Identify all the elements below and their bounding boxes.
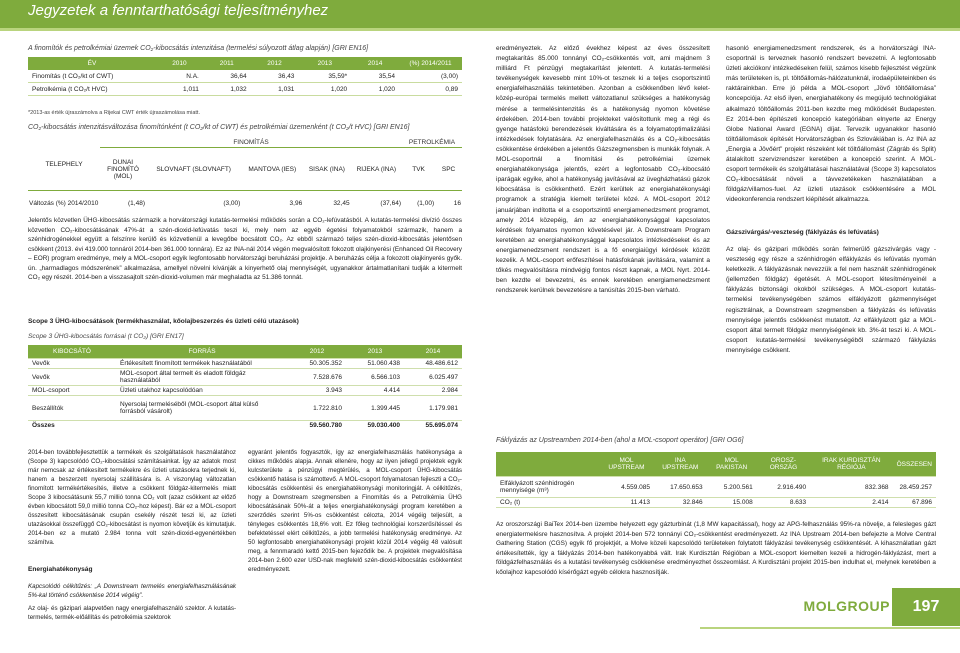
cell: N.A. — [156, 70, 203, 83]
cell: MOL-csoport — [28, 386, 116, 396]
col-2012: 2012 — [251, 57, 299, 70]
row-label: CO₂ (t) — [496, 498, 599, 508]
cell: 32.846 — [654, 498, 707, 508]
cell: 59.030.400 — [346, 421, 404, 431]
col-2014: 2014 — [404, 345, 462, 359]
upstream-paragraph: Az oroszországi BaiTex 2014-ben üzembe helyezett egy gázturbinát (1,8 MW kapacitással), hogy az APG-felhasználás 95%-ra növelje, a felesleges gázt energiatermelésre hasznosítva. A projekt 2014-ben 572 tonnányi CO₂-csökkentést eredményezett. Az INA Upstream 2014-ben befejezte a Molve Central Gathering Station (CGS) egyik fő projektjét, a Molve közeli kapcsolódó területeken folytatott fáklyázási tevékenység csökkentését. A kihasználatlan gázt értékesítették, így a fáklyázás 2014-ben hatékonyabbá vált. Irak Kurdisztán Régióban a MOL-csoport kiemelten kezeli a hidrogén-fáklyázást, mert a földgázfelhasználás és a kutatási tevékenység csökkenése eredményezhet összeomlást. A Kurdisztáni projekt 2015-ben indulhat el, melynek keretében a kőolajhoz kapcsolódó kísérőgázt egyéb célokra hasznosítják. — [496, 521, 936, 576]
col-ina-upstream: INA UPSTREAM — [654, 452, 707, 477]
scope3-table — [28, 345, 462, 430]
energy-management-paragraph: eredményeztek. Az előző évekhez képest az éves összesített megtakarítás 85.000 tonnányi CO₂-csökkentés volt, ami majdnem 3 milliárd Ft pénzügyi megtakarítást jelentett. A kutatás-termelési tevékenységek kevesebb mint 10%-ot tesznek ki a teljes csoportszintű energiafelhasználás tekintetében. Azonban a csökkenőben lévő kelet-közép-európai termelés mellett változatlanul szükséges a hatékonyság mérése a termelésintenzitás és a hatékonyság nyomon követése érdekében. 2014-ben további projekteket valósítottunk meg a régi és gyenge hatásfokú berendezések kiváltására és a folyamatoptimalizálási intézkedések folytatására. Az energiafelhasználás és a CO₂-kibocsátás csökkentése érdekében a jelentős Gázszegmensben is munkák folynak. A MOL-csoportnál a finomítási és petrolkémiai üzemek energiahatékonysága jelentős, ezért a legfontosabb CO₂-kibocsátó iparágak egyike, ahol a hatékonyság javításával az üvegházhatású gázok kibocsátása is csökkenthető. Ezért kerültek az energiahatékonysági programok a stratégia kiemelt területei közé. A MOL-csoport 2012 januárjában indította el a csoportszintű energiamenedzsment programot, amely 2014 közepéig, ám az energiahatékonysággal kapcsolatos kérdések folyamatos nyomon követésével jár. A Downstream Program keretében az energiahatékonysággal kapcsolatos intézkedéseket és az energiamenedzsment rendszert is a fő energiaiügyi kérdések között kezelik. A MOL-csoport erőfeszítései hatásfokának javítására, valamint a tőkés megvalósításra mindvégig fontos részt kapnak, a MOL Nyrt. 2014-ben kezdte el bevezetni, és ennek keretében energiamenedzsment rendszerek kerülnek bevezetésre a tanúsítás 2015-ben várható. — [496, 45, 710, 295]
table-row — [496, 477, 936, 498]
table-row — [496, 498, 936, 508]
cell: (1,48) — [128, 199, 145, 207]
flaring-header — [496, 452, 936, 477]
cell: 1,032 — [203, 83, 251, 96]
col-dunai: DUNAI FINOMÍTÓ (MOL) — [100, 148, 146, 191]
col-tvk: TVK — [402, 148, 435, 191]
table-row — [28, 70, 462, 83]
cell: 32,45 — [333, 199, 350, 207]
cell: 35,54 — [351, 70, 399, 83]
total-label: Összes — [28, 421, 288, 431]
cell: Üzleti utakhoz kapcsolódóan — [116, 386, 288, 396]
energy-paragraph-2: egyaránt jelentős fogyasztók, így az energiafelhasználás hatékonysága a cikkes működés alapja. Annak ellenére, hogy az ilyen jellegű projektek egyik kulcsterülete a pénzügyi megtérülés, a MOL-csoport ÜHG-kibocsátás csökkentő hatása is számottevő. A MOL-csoport folyamatosan fejleszti a CO₂-kibocsátás csökkentési és energiahatékonysági monitoringját. A célkitűzés, hogy a Downstream szegmensben a Finomítás és a Petrolkémia ÜHG kibocsátásának 50%-át a teljes energiahatékonysági program keretében a szerződés szerint 5%-os csökkentést célozta, 2014 végéig teljesült, a tényleges csökkentés 18,6% volt. Ez főleg technológiai korszerűsítéssel és befektetéssel elért célkitűzés, a jobb termelési hatékonyság eredménye. Az 50 legfontosabb energiahatékonysági projekt közül 2014 végéig 48 valósult meg, a fennmaradó kettő 2015-ben fejeződik be. A projektek megvalósítása 2014-ben 2.600 ezer USD-nak megfelelő szén-dioxid-kibocsátás csökkentést eredményezett. — [248, 449, 462, 573]
cell: 3.943 — [288, 386, 346, 396]
cell: 36,43 — [251, 70, 299, 83]
energy-quote: Kapcsolódó célkitűzés: „A Downstream termelés energiafelhasználásának 5%-kal történő csökkentése 2014 végéig”. — [28, 583, 236, 599]
intensity-table-header — [28, 57, 462, 70]
col-2014: 2014 — [351, 57, 399, 70]
col-2010: 2010 — [156, 57, 203, 70]
cell: 2.414 — [810, 498, 892, 508]
molgroup-logo: MOLGROUP — [803, 598, 890, 614]
cell: 1.722.810 — [288, 396, 346, 421]
cell: 67.896 — [893, 498, 936, 508]
cell: 1,020 — [351, 83, 399, 96]
table-row — [28, 359, 462, 369]
cell: 4.414 — [346, 386, 404, 396]
cell: 15.008 — [707, 498, 757, 508]
gas-title: Gázszivárgás/-veszteség (fáklyázás és lefúvatás) — [726, 229, 879, 236]
row-label: Elfáklyázott szénhidrogén mennyisége (m³) — [496, 477, 599, 498]
cell: 1,020 — [298, 83, 351, 96]
filling-station-paragraph: hasonló energiamenedzsment rendszerek, és a horvátországi INA-csoportnál is terveznek hasonló rendszert bevezetni. A legfontosabb üzleti akciókon/ intézkedéseken felül, számos kisebb fejlesztést végzünk más területeken is, pl. töltőállomás-hálózatunknál, irodaépületeinkben és raktárainkban. Erre jó példa a MOL-csoport „Jövő töltőállomása” koncepciója. Az első ilyen, energiahatékony és megújuló technológiákat alkalmazó töltőállomás 2011-ben kezdte meg működését Budapesten. Ez 2014-ben építészeti koncepció kategóriában elnyerte az Energy Globe National Award (EGNA) díjat. Tervezik ugyanakkor hasonló töltőállomások építését Horvátországban és Szlovákiában is. Az INA az „Energia a Jövőért” projekt részeként két töltőállomást (Zágráb és Split) átalakított szervizrendszer keretében a koncepció szerint. A MOL-csoport termékeik és szolgáltatásai használatával (Scope 3) kapcsolatos CO₂-kibocsátását növeli a távvezetékeken használatában a földgáz/villamos-fuel. Az üzleti utazások csökkentésére a MOL videokonferencia rendszert kiépítését alkalmazza. — [726, 45, 936, 204]
energy-paragraph: Az olaj- és gázipari alapvetően nagy energiafelhasználó szektor. A kutatás-termelés, termék-előállítás és petrolkémia szektorok — [28, 605, 236, 621]
intensity-table-caption: A finomítók és petrolkémiai üzemek CO₂-kibocsátás intenzitása (termelési súlyozott átlag alapján) [GRI EN16] — [28, 45, 369, 52]
cell: 55.695.074 — [404, 421, 462, 431]
cell: 50.305.352 — [288, 359, 346, 369]
cell: 5.200.561 — [707, 477, 757, 498]
col-2013: 2013 — [346, 345, 404, 359]
cell: 4.559.085 — [599, 477, 654, 498]
energy-title: Energiahatékonyság — [28, 566, 93, 573]
col-2012: 2012 — [288, 345, 346, 359]
table-row — [28, 369, 462, 386]
table-row — [28, 191, 462, 216]
col-change: (%) 2014/2011 — [399, 57, 462, 70]
cell: 832.368 — [810, 477, 892, 498]
col-total: ÖSSZESEN — [893, 452, 936, 477]
cell: 17.650.653 — [654, 477, 707, 498]
col-2011: 2011 — [203, 57, 251, 70]
col-emitter: KIBOCSÁTÓ — [28, 345, 116, 359]
col-site: TELEPHELY — [28, 138, 100, 191]
scope3-header — [28, 345, 462, 359]
cell: 35,59* — [298, 70, 351, 83]
page-number: 197 — [892, 588, 960, 626]
table-note: *2013-as érték újraszámolva a Rijekai CWT érték újraszámolása miatt. — [28, 110, 200, 116]
cell: 36,64 — [203, 70, 251, 83]
cell: 28.459.257 — [893, 477, 936, 498]
cell: 59.560.780 — [288, 421, 346, 431]
cell: Beszállítók — [28, 396, 116, 421]
group-refining: FINOMÍTÁS — [100, 138, 402, 148]
scope3-caption: Scope 3 ÜHG-kibocsátás forrásai (t CO₂) [GRI EN17] — [28, 333, 184, 340]
cell: 1,011 — [156, 83, 203, 96]
footer-line — [700, 627, 960, 629]
col-blank — [496, 452, 599, 477]
cell: (1,00) — [417, 199, 435, 207]
table-row — [28, 83, 462, 96]
col-2013: 2013 — [298, 57, 351, 70]
cell: (3,00) — [223, 199, 241, 207]
flaring-paragraph: Az olaj- és gázipari működés során felmerülő gázszivárgás vagy -veszteség egy része a szénhidrogén elfáklyázás és lefúvatás nyomán keletkezik. A fáklyázásnak nevezzük a fel nem használt szénhidrogének (jellemzően földgáz) égetését. A MOL-csoport létesítményeinél a fáklyázás biztonsági okokból szükséges. A MOL-csoport kutatás-termelési tevékenységében számos elfáklyázott gázmennyiséget regisztrálnak, a Downstream szegmensben a fáklyázás és lefúvatás mennyisége jelentős csökkenést mutatott. Az elfáklyázott gáz a MOL-csoport által termelt földgáz mennyiségének kb. 3%-át teszi ki. A MOL-csoport kutatás-termelési tevékenységéből származó fáklyázás mennyisége csökkent. — [726, 246, 936, 354]
header-underline — [0, 28, 960, 31]
row-label: Változás (%) 2014/2010 — [29, 199, 99, 207]
scope3-paragraph: 2014-ben továbbfejlesztettük a termékek és szolgáltatások használatához (Scope 3) kapcsolódó CO₂-kibocsátási számításainkat. Így az adatok most már nemcsak az értékesített termékekre és üzleti utazásokra terjednek ki, hanem a beszerzett nyersolaj szállítására is. A viszonylag változatlan finomított termékértékesítés, illetve a csökkent földgáz-kitermelés miatt Scope 3 kibocsátásunk 55,7 millió tonna CO₂ volt (azaz csökkent az előző évben kibocsátott 59,0 millió tonna CO₂-hoz képest). Bár ez a MOL-csoport összesített kibocsátásának csupán csekély részét teszi ki, az üzleti utazásokkal összefüggő CO₂-kibocsátást is nyomon követjük és kimutatjuk. 2014-ben ez a mutató 2.984 tonna volt szén-dioxid-egyenértékben számítva. — [28, 449, 236, 546]
cell: MOL-csoport által termelt és eladott földgáz használatából — [116, 369, 288, 386]
cell: Nyersolaj termeléséből (MOL-csoport által külső forrásból vásárolt) — [116, 396, 288, 421]
cell: 48.486.612 — [404, 359, 462, 369]
col-sisak: SISAK (INA) — [303, 148, 350, 191]
cell: 0,89 — [399, 83, 462, 96]
col-slovnaft: SLOVNAFT (SLOVNAFT) — [146, 148, 241, 191]
site-change-table — [28, 138, 462, 215]
cell: 6.025.497 — [404, 369, 462, 386]
cell: (37,64) — [380, 199, 402, 207]
cell: 2.916.490 — [757, 477, 810, 498]
col-mol-pakistan: MOL PAKISTAN — [707, 452, 757, 477]
col-rijeka: RIJEKA (INA) — [351, 148, 402, 191]
site-table-group-row — [28, 138, 462, 148]
flaring-table-caption: Fáklyázás az Upstreamben 2014-ben (ahol a MOL-csoport operátor) [GRI OG6] — [496, 437, 744, 444]
col-year: ÉV — [28, 57, 156, 70]
cell: 6.566.103 — [346, 369, 404, 386]
cell: Vevők — [28, 369, 116, 386]
cell: (3,00) — [399, 70, 462, 83]
col-mantova: MANTOVA (IES) — [241, 148, 303, 191]
col-source: FORRÁS — [116, 345, 288, 359]
row-label: Petrolkémia (t CO₂/t HVC) — [28, 83, 156, 96]
intensity-table — [28, 57, 462, 96]
cell: 1,031 — [251, 83, 299, 96]
col-spc: SPC — [435, 148, 462, 191]
scope3-title: Scope 3 ÜHG-kibocsátások (termékhasználat, kőolajbeszerzés és üzleti célú utazások) — [28, 318, 299, 325]
table-row — [28, 386, 462, 396]
cell: 1.179.981 — [404, 396, 462, 421]
page-title: Jegyzetek a fenntarthatósági teljesítményhez — [28, 2, 329, 19]
site-table-caption: CO₂-kibocsátás intenzitásváltozása finomítónként (t CO₂/kt of CWT) és petrolkémiai üzemenként (t CO₂/t HVC) [GRI EN16] — [28, 124, 410, 131]
cell: 7.528.676 — [288, 369, 346, 386]
group-petrochem: PETROLKÉMIA — [402, 138, 462, 148]
cell: 1.399.445 — [346, 396, 404, 421]
cell: Vevők — [28, 359, 116, 369]
cell: 11.413 — [599, 498, 654, 508]
col-russia: OROSZ-ORSZÁG — [757, 452, 810, 477]
eor-paragraph: Jelentős közvetlen ÜHG-kibocsátás származik a horvátországi kutatás-termelési működés során a CO₂-lefúvatásból. A kutatás-termelési divízió összes közvetlen CO₂-kibocsátásának 47%-át a szén-dioxid-lefúvatás teszi ki, mely nem az egyéb égetési folyamatokból származik, hanem a szénhidrogénekkel együtt a felszínre kerülő és közvetlenül a levegőbe bocsátott CO₂. Az ebből származó teljes szén-dioxid-kibocsátás jelentősen csökkent (2013. évi 419.000 tonnáról 2014-ben 361.000 tonnára). Ez az INA-nál 2014 végén megvalósított fokozott olajkinyerési (Enhanced Oil Recovery – EOR) program eredménye, mely a MOL-csoport egyik legfontosabb horvátországi beruházási projektje. A beruházás célja a fokozott olajkinyerés győk. ún. „harmadlagos módszerének” alkalmazása, amellyel növelni kívánják a kinyerhető olaj mennyiségét, ugyanakkor ártalmatlanítani tudják a kitermelt CO₂ egy részét. 2014-ben a visszasajtolt szén-dioxid-volumen már meghaladta az 51.386 tonnát. — [28, 217, 462, 281]
table-row — [28, 396, 462, 421]
col-kurdistan: IRAK KURDISZTÁN RÉGIÓJA — [810, 452, 892, 477]
total-row — [28, 421, 462, 431]
flaring-table — [496, 452, 936, 508]
cell: 51.060.438 — [346, 359, 404, 369]
cell: 3,96 — [289, 199, 303, 207]
cell: Értékesített finomított termékek használatából — [116, 359, 288, 369]
cell: 16 — [453, 199, 461, 207]
cell: 8.633 — [757, 498, 810, 508]
row-label: Finomítás (t CO₂/kt of CWT) — [28, 70, 156, 83]
col-mol-upstream: MOL UPSTREAM — [599, 452, 654, 477]
cell: 2.984 — [404, 386, 462, 396]
